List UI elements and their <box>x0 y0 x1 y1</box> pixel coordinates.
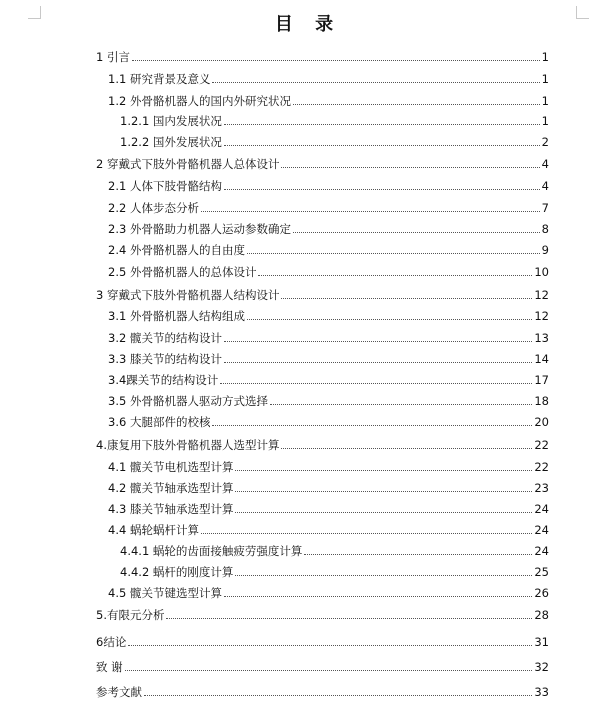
toc-entry-page: 13 <box>534 331 549 345</box>
toc-entry-text: 2.2 人体步态分析 <box>108 201 199 215</box>
toc-entry[interactable] <box>108 388 549 408</box>
toc-dot-leader <box>224 124 540 125</box>
toc-dot-leader <box>224 189 540 190</box>
toc-entry-text: 4.2 髋关节轴承选型计算 <box>108 481 234 495</box>
toc-entry-page: 32 <box>534 660 549 674</box>
toc-entry[interactable] <box>108 259 549 279</box>
toc-entry-page: 33 <box>534 685 549 699</box>
toc-title: 目 录 <box>274 14 342 35</box>
toc-entry[interactable] <box>108 580 549 600</box>
toc-entry-page: 2 <box>541 135 549 149</box>
toc-entry-text: 4.3 膝关节轴承选型计算 <box>108 502 234 516</box>
toc-entry-page: 7 <box>541 201 549 215</box>
toc-entry-text: 1.1 研究背景及意义 <box>108 72 211 86</box>
toc-entry-page: 4 <box>541 157 549 171</box>
toc-entry[interactable] <box>108 496 549 516</box>
toc-entry-text: 2.3 外骨骼助力机器人运动参数确定 <box>108 222 291 236</box>
toc-entry-page: 4 <box>541 179 549 193</box>
toc-dot-leader <box>270 404 532 405</box>
toc-dot-leader <box>293 232 540 233</box>
toc-entry[interactable] <box>108 454 549 474</box>
toc-entry[interactable] <box>108 66 549 86</box>
toc-entry-text: 2.1 人体下肢骨骼结构 <box>108 179 222 193</box>
toc-entry-text: 4.1 髋关节电机选型计算 <box>108 460 234 474</box>
toc-entry[interactable] <box>108 88 549 108</box>
toc-entry[interactable] <box>108 237 549 257</box>
toc-dot-leader <box>132 60 540 61</box>
toc-dot-leader <box>224 596 532 597</box>
toc-dot-leader <box>220 383 532 384</box>
toc-entry-page: 12 <box>534 309 549 323</box>
toc-dot-leader <box>128 645 532 646</box>
toc-entry-text: 1.2 外骨骼机器人的国内外研究状况 <box>108 94 291 108</box>
toc-entry-page: 14 <box>534 352 549 366</box>
toc-entry-page: 10 <box>534 265 549 279</box>
toc-dot-leader <box>304 554 532 555</box>
toc-entry[interactable] <box>108 517 549 537</box>
toc-entry-page: 8 <box>541 222 549 236</box>
toc-entry-text: 2.5 外骨骼机器人的总体设计 <box>108 265 257 279</box>
toc-entry-page: 20 <box>534 415 549 429</box>
toc-dot-leader <box>201 533 532 534</box>
toc-entry[interactable] <box>108 173 549 193</box>
toc-entry-text: 6结论 <box>96 635 127 649</box>
toc-entry[interactable] <box>108 475 549 495</box>
toc-entry-page: 31 <box>534 635 549 649</box>
toc-dot-leader <box>212 82 539 83</box>
toc-entry-page: 1 <box>541 50 549 64</box>
toc-entry-text: 3.2 髋关节的结构设计 <box>108 331 222 345</box>
toc-entry-text: 3 穿戴式下肢外骨骼机器人结构设计 <box>96 288 280 302</box>
toc-entry[interactable] <box>96 282 549 302</box>
toc-dot-leader <box>224 145 540 146</box>
toc-entry[interactable] <box>96 44 549 64</box>
toc-entry[interactable] <box>108 216 549 236</box>
toc-entry-page: 9 <box>541 243 549 257</box>
toc-dot-leader <box>144 695 532 696</box>
toc-entry-text: 1.2.1 国内发展状况 <box>120 114 222 128</box>
toc-dot-leader <box>281 448 532 449</box>
toc-entry[interactable] <box>96 602 549 622</box>
toc-entry-text: 致 谢 <box>96 660 123 674</box>
toc-entry-text: 1 引言 <box>96 50 130 64</box>
toc-entry[interactable] <box>96 432 549 452</box>
toc-dot-leader <box>224 362 532 363</box>
toc-entry[interactable] <box>120 108 549 128</box>
toc-dot-leader <box>247 253 540 254</box>
toc-dot-leader <box>235 512 532 513</box>
toc-entry-page: 17 <box>534 373 549 387</box>
toc-dot-leader <box>235 575 532 576</box>
toc-entry-page: 12 <box>534 288 549 302</box>
toc-entry-page: 23 <box>534 481 549 495</box>
toc-entry-page: 26 <box>534 586 549 600</box>
toc-entry[interactable] <box>108 346 549 366</box>
toc-entry-page: 1 <box>541 114 549 128</box>
toc-entry[interactable] <box>96 654 549 674</box>
toc-entry-text: 4.康复用下肢外骨骼机器人选型计算 <box>96 438 280 452</box>
toc-entry-page: 25 <box>534 565 549 579</box>
toc-entry[interactable] <box>108 303 549 323</box>
toc-entry-text: 4.4.2 蜗杆的刚度计算 <box>120 565 234 579</box>
toc-entry[interactable] <box>108 367 549 387</box>
toc-dot-leader <box>247 319 532 320</box>
toc-dot-leader <box>125 670 533 671</box>
toc-entry-page: 22 <box>534 460 549 474</box>
toc-entry-text: 2 穿戴式下肢外骨骼机器人总体设计 <box>96 157 280 171</box>
toc-entry[interactable] <box>120 559 549 579</box>
toc-entry-text: 3.4踝关节的结构设计 <box>108 373 219 387</box>
toc-entry[interactable] <box>108 195 549 215</box>
toc-entry-text: 参考文献 <box>96 685 142 699</box>
toc-dot-leader <box>281 167 539 168</box>
toc-entry-page: 1 <box>541 72 549 86</box>
toc-entry-text: 2.4 外骨骼机器人的自由度 <box>108 243 245 257</box>
toc-entry-page: 28 <box>534 608 549 622</box>
toc-dot-leader <box>235 470 532 471</box>
toc-entry[interactable] <box>108 325 549 345</box>
toc-entry[interactable] <box>96 679 549 699</box>
toc-entry[interactable] <box>96 151 549 171</box>
toc-dot-leader <box>224 341 532 342</box>
toc-entry[interactable] <box>108 409 549 429</box>
toc-entry-text: 4.5 髋关节键选型计算 <box>108 586 222 600</box>
toc-dot-leader <box>212 425 532 426</box>
toc-entry-page: 24 <box>534 502 549 516</box>
toc-dot-leader <box>166 618 532 619</box>
toc-dot-leader <box>201 211 540 212</box>
toc-entry[interactable] <box>120 538 549 558</box>
toc-entry-text: 1.2.2 国外发展状况 <box>120 135 222 149</box>
toc-entry[interactable] <box>96 629 549 649</box>
toc-dot-leader <box>258 275 532 276</box>
toc-entry-text: 5.有限元分析 <box>96 608 165 622</box>
toc-entry[interactable] <box>120 129 549 149</box>
toc-entry-page: 24 <box>534 544 549 558</box>
toc-entry-text: 4.4 蜗轮蜗杆计算 <box>108 523 199 537</box>
toc-dot-leader <box>293 104 540 105</box>
toc-entry-page: 18 <box>534 394 549 408</box>
toc-entry-page: 22 <box>534 438 549 452</box>
toc-entry-text: 3.6 大腿部件的校核 <box>108 415 211 429</box>
toc-dot-leader <box>235 491 532 492</box>
toc-dot-leader <box>281 298 532 299</box>
toc-entry-text: 4.4.1 蜗轮的齿面接触疲劳强度计算 <box>120 544 303 558</box>
toc-entry-text: 3.3 膝关节的结构设计 <box>108 352 222 366</box>
toc-entry-page: 24 <box>534 523 549 537</box>
toc-entry-text: 3.5 外骨骼机器人驱动方式选择 <box>108 394 268 408</box>
toc-entry-page: 1 <box>541 94 549 108</box>
toc-entry-text: 3.1 外骨骼机器人结构组成 <box>108 309 245 323</box>
